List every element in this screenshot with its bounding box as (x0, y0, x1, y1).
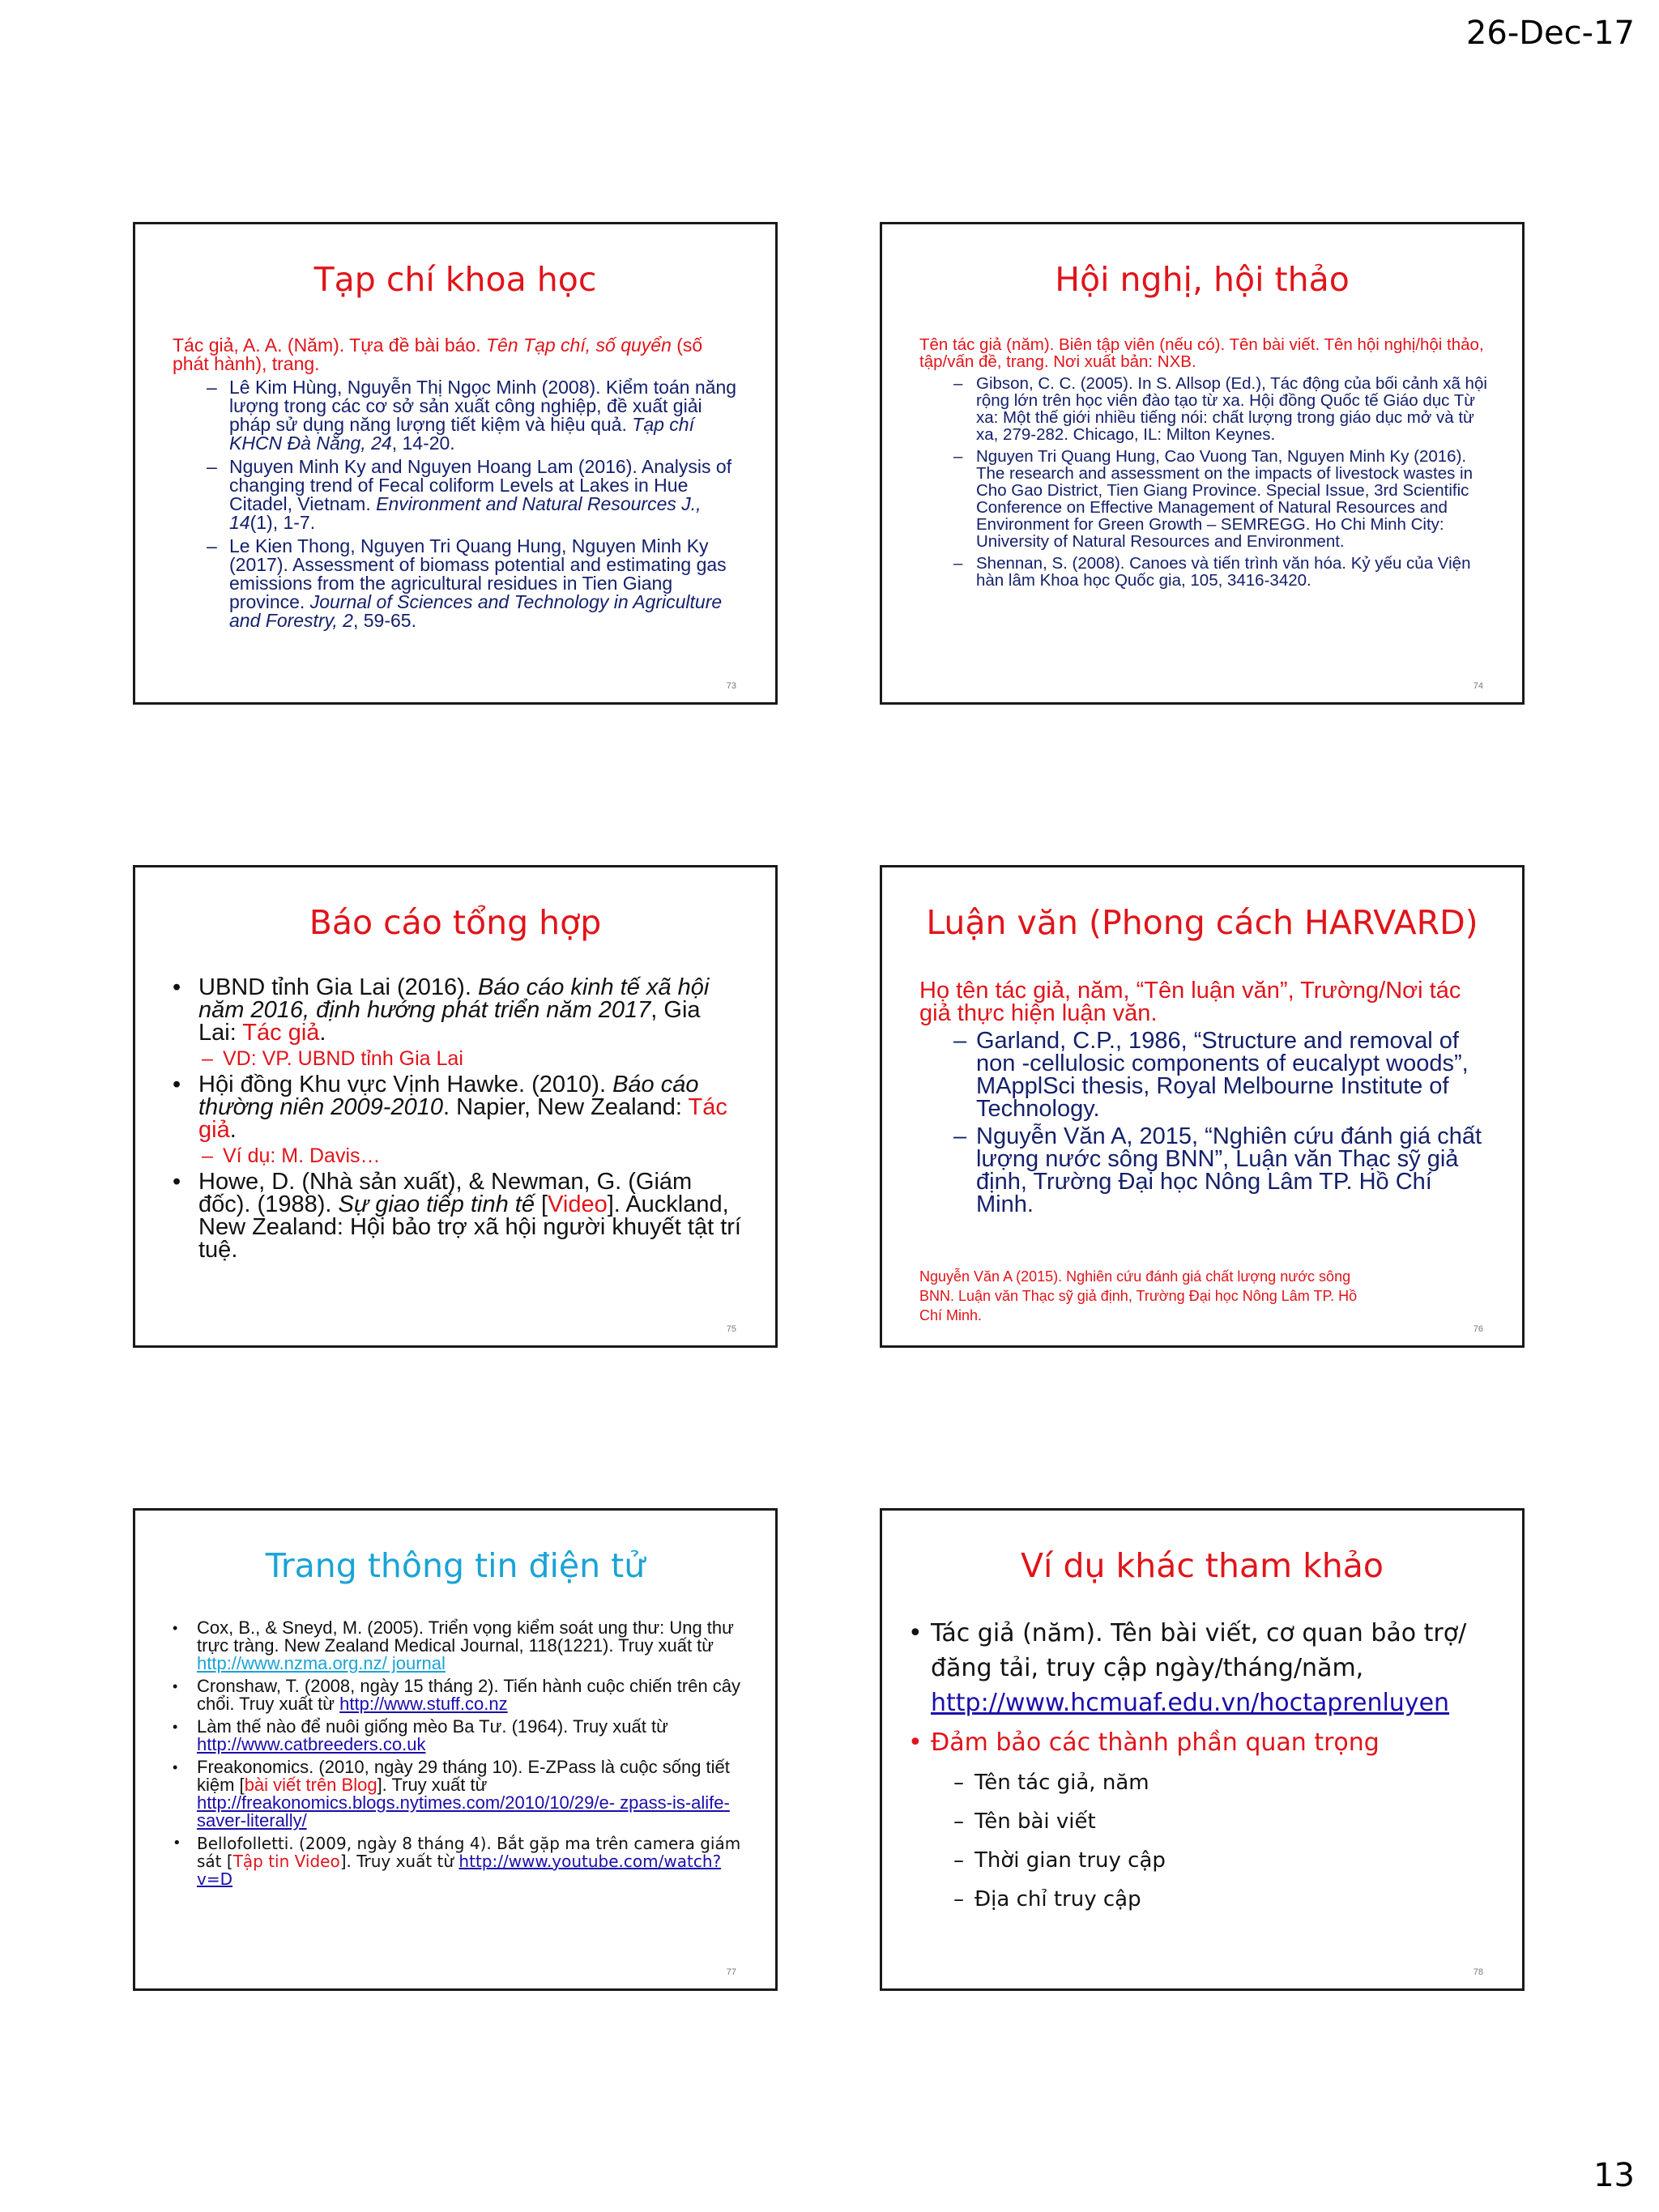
sub-item: – Tên tác giả, năm (953, 1765, 1490, 1801)
slide-78 (880, 1508, 1525, 1991)
sub-item: – Ví dụ: M. Davis… (202, 1144, 743, 1167)
sub-item: – Tên bài viết (953, 1804, 1490, 1839)
list-item: • Đảm bảo các thành phần quan trọng (908, 1725, 1490, 1760)
slide-number: 77 (726, 1967, 736, 1977)
list-item: • Freakonomics. (2010, ngày 29 tháng 10). E-ZPass là cuộc sống tiết kiệm [bài viết trên Blog]. Truy xuất từ http://freakonomics.blogs.nytimes.com/2010/10/29/e- zpass-is-alife-saver-literally/ (173, 1758, 743, 1830)
list-item: • Cronshaw, T. (2008, ngày 15 tháng 2). Tiến hành cuộc chiến trên cây chổi. Truy xuất từ http://www.stuff.co.nz (173, 1677, 743, 1713)
slide-body (919, 979, 1490, 1221)
citation-format: Họ tên tác giả, năm, “Tên luận văn”, Trường/Nơi tác giả thực hiện luận văn. (919, 978, 1461, 1026)
slide-title: Hội nghị, hội thảo (1055, 260, 1350, 299)
reference-example: Nguyễn Văn A (2015). Nghiên cứu đánh giá chất lượng nước sông BNN. Luận văn Thạc sỹ giả định, Trường Đại học Nông Lâm TP. Hồ Chí Minh. (919, 1268, 1358, 1323)
list-item: • Tác giả (năm). Tên bài viết, cơ quan bảo trợ/đăng tải, truy cập ngày/tháng/năm, http://www.hcmuaf.edu.vn/hoctaprenluyen (908, 1616, 1490, 1720)
slide-number: 73 (726, 681, 736, 691)
page-number: 13 (1593, 2157, 1635, 2194)
slide-title: Báo cáo tổng hợp (309, 903, 602, 942)
slide-number: 76 (1473, 1324, 1483, 1334)
list-item: – Nguyen Tri Quang Hung, Cao Vuong Tan, Nguyen Minh Ky (2016). The research and assessment on the impacts of livestock wastes in Cho Gao District, Tien Giang Province. Special Issue, 3rd Scientific Conference on Effective Management of Natural Resources and Environment for Green Growth – SEMREGG. Ho Chi Minh City: University of Natural Resources and Environment. (953, 448, 1490, 550)
sub-item: – Địa chỉ truy cập (953, 1882, 1490, 1917)
citation-format: Tên tác giả (năm). Biên tập viên (nếu có). Tên bài viết. Tên hội nghị/hội thảo, tập/vấn đề, trang. Nơi xuất bản: NXB. (919, 335, 1484, 371)
list-item: • Cox, B., & Sneyd, M. (2005). Triển vọng kiểm soát ung thư: Ung thư trực tràng. New Zealand Medical Journal, 118(1221). Truy xuất từ http://www.nzma.org.nz/ journal (173, 1619, 743, 1673)
slide-76 (880, 865, 1525, 1348)
slide-77 (133, 1508, 778, 1991)
reference-link[interactable]: http://www.catbreeders.co.uk (197, 1734, 426, 1754)
slide-body (173, 336, 743, 635)
slide-title: Luận văn (Phong cách HARVARD) (926, 903, 1478, 942)
list-item: • Làm thế nào để nuôi giống mèo Ba Tư. (1964). Truy xuất từ http://www.catbreeders.co.uk (173, 1718, 743, 1754)
sub-item: – Thời gian truy cập (953, 1843, 1490, 1878)
reference-link[interactable]: http://www.stuff.co.nz (339, 1694, 508, 1714)
list-item: • Hội đồng Khu vực Vịnh Hawke. (2010). Báo cáo thường niên 2009-2010. Napier, New Zealand: Tác giả. (173, 1073, 743, 1141)
slide-number: 75 (726, 1324, 736, 1334)
list-item: – Nguyen Minh Ky and Nguyen Hoang Lam (2016). Analysis of changing trend of Fecal coliform Levels at Lakes in Hue Citadel, Vietnam. Environment and Natural Resources J., 14(1), 1-7. (207, 458, 743, 532)
slide-title: Trang thông tin điện tử (265, 1546, 646, 1585)
list-item: – Nguyễn Văn A, 2015, “Nghiên cứu đánh giá chất lượng nước sông BNN”, Luận văn Thạc sỹ giả định, Trường Đại học Nông Lâm TP. Hồ Chí Minh. (953, 1125, 1490, 1216)
list-item: – Shennan, S. (2008). Canoes và tiến trình văn hóa. Kỷ yếu của Viện hàn lâm Khoa học Quốc gia, 105, 3416-3420. (953, 555, 1490, 589)
list-item: – Lê Kim Hùng, Nguyễn Thị Ngọc Minh (2008). Kiểm toán năng lượng trong các cơ sở sản xuất công nghiệp, đề xuất giải pháp sử dụng năng lượng tiết kiệm và hiệu quả. Tạp chí KHCN Đà Nẵng, 24, 14-20. (207, 378, 743, 453)
list-item: • UBND tỉnh Gia Lai (2016). Báo cáo kinh tế xã hội năm 2016, định hướng phát triển năm 2017, Gia Lai: Tác giả. (173, 976, 743, 1044)
list-item: • Howe, D. (Nhà sản xuất), & Newman, G. (Giám đốc). (1988). Sự giao tiếp tinh tế [Video]. Auckland, New Zealand: Hội bảo trợ xã hội người khuyết tật trí tuệ. (173, 1170, 743, 1261)
slide-number: 78 (1473, 1967, 1483, 1977)
header-date: 26-Dec-17 (1465, 15, 1635, 52)
slide-number: 74 (1473, 681, 1483, 691)
list-item: – Garland, C.P., 1986, “Structure and removal of non -cellulosic components of eucalypt woods”, MApplSci thesis, Royal Melbourne Institute of Technology. (953, 1029, 1490, 1120)
slide-74 (880, 222, 1525, 705)
reference-link[interactable]: http://www.nzma.org.nz/ journal (197, 1653, 446, 1673)
citation-format: Tác giả, A. A. (Năm). Tựa đề bài báo. Tên Tạp chí, số quyển (số phát hành), trang. (173, 335, 703, 374)
reference-link[interactable]: http://freakonomics.blogs.nytimes.com/2010/10/29/e- zpass-is-alife-saver-literally/ (197, 1792, 730, 1831)
slide-75 (133, 865, 778, 1348)
reference-link[interactable]: http://www.hcmuaf.edu.vn/hoctaprenluyen (931, 1689, 1450, 1717)
list-item: – Le Kien Thong, Nguyen Tri Quang Hung, Nguyen Minh Ky (2017). Assessment of biomass potential and estimating gas emissions from the agricultural residues in Tien Giang province. Journal of Sciences and Technology in Agriculture and Forestry, 2, 59-65. (207, 537, 743, 630)
slide-body (173, 1619, 743, 1893)
list-item: – Gibson, C. C. (2005). In S. Allsop (Ed.), Tác động của bối cảnh xã hội rộng lớn trên học viên đào tạo từ xa. Hội đồng Quốc tế Giáo dục Từ xa: Một thế giới nhiều tiếng nói: chất lượng trong giáo dục mở và từ xa, 279-282. Chicago, IL: Milton Keynes. (953, 375, 1490, 443)
slide-73 (133, 222, 778, 705)
sub-item: – VD: VP. UBND tỉnh Gia Lai (202, 1047, 743, 1070)
slide-body (173, 976, 743, 1264)
slide-title: Ví dụ khác tham khảo (1020, 1546, 1384, 1585)
list-item: • Bellofolletti. (2009, ngày 8 tháng 4). Bắt gặp ma trên camera giám sát [Tập tin Video]. Truy xuất từ http://www.youtube.com/watch?v=D (173, 1835, 743, 1888)
slide-body (908, 1616, 1490, 1920)
reference-link[interactable]: http://www.youtube.com/watch?v=D (197, 1852, 722, 1889)
slide-body (919, 336, 1490, 594)
slide-title: Tạp chí khoa học (313, 260, 597, 299)
